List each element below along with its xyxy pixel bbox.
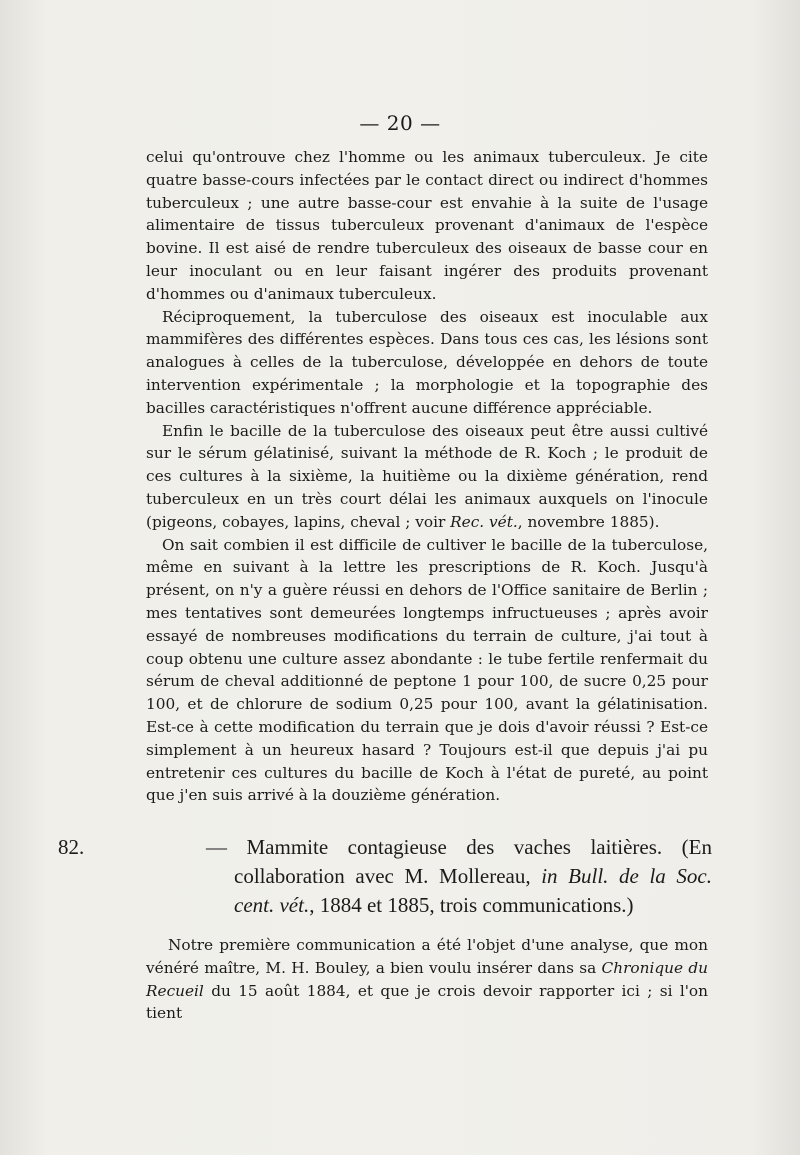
paragraph-1: celui qu'ontrouve chez l'homme ou les animaux tuberculeux. Je cite quatre basse-cours infectées par le contact direct ou indirect d'hommes tuberculeux ; une autre basse-cour est envahie à la suite de l'usage alimentaire de tissus tuberculeux provenant d'animaux de l'espèce bovine. Il est aisé de rendre tuberculeux des oiseaux de basse cour en leur inoculant ou en leur faisant ingérer des produits provenant d'hommes ou d'animaux tuberculeux. <box>146 148 708 303</box>
section-title-citation: in Bull. de la Soc. cent. vét. <box>234 864 712 917</box>
section-title-tail: , 1884 et 1885, trois communications.) <box>309 893 634 917</box>
body-text <box>146 146 708 807</box>
paragraph-3 <box>146 420 708 534</box>
page-number: — 20 — <box>359 111 441 135</box>
section-paragraph <box>146 934 708 1025</box>
section-number: 82. <box>58 835 85 859</box>
section-paragraph-citation: Chronique du Recueil <box>146 958 708 1000</box>
section-text <box>146 934 708 1025</box>
section-paragraph-tail: du 15 août 1884, et que je crois devoir rapporter ici ; si l'on tient <box>146 981 708 1023</box>
paragraph-2: Réciproquement, la tuberculose des oiseaux est inoculable aux mammifères des différentes espèces. Dans tous ces cas, les lésions sont analogues à celles de la tuberculose, développée en dehors de toute intervention expérimentale ; la morphologie et la topographie des bacilles caractéristiques n'offrent aucune différence appréciable. <box>146 307 708 417</box>
paragraph-3-tail: , novembre 1885). <box>517 512 660 531</box>
section-heading <box>58 833 712 920</box>
paragraph-4: On sait combien il est difficile de cultiver le bacille de la tuberculose, même en suivant à la lettre les prescriptions de R. Koch. Jusqu'à présent, on n'y a guère réussi en dehors de l'Office sanitaire de Berlin ; mes tentatives sont demeurées longtemps infructueuses ; après avoir essayé de nombreuses modifications du terrain de culture, j'ai tout à coup obtenu une culture assez abondante : le tube fertile renfermait du sérum de cheval additionné de peptone 1 pour 100, de sucre 0,25 pour 100, et de chlorure de sodium 0,25 pour 100, avant la gélatinisation. Est-ce à cette modification du terrain que je dois d'avoir réussi ? Est-ce simplement à un heureux hasard ? Toujours est-il que depuis j'ai pu entretenir ces cultures du bacille de Koch à l'état de pureté, au point que j'en suis arrivé à la douzième génération. <box>146 535 708 805</box>
paragraph-3-citation: Rec. vét. <box>450 512 518 531</box>
section-paragraph-text: Notre première communication a été l'objet d'une analyse, que mon vénéré maître, M. H. Bouley, a bien voulu insérer dans sa <box>146 936 708 977</box>
section-title: — Mammite contagieuse des vaches laitières. (En collaboration avec M. Mollereau, <box>206 835 712 888</box>
paragraph-3-text: Enfin le bacille de la tuberculose des oiseaux peut être aussi cultivé sur le sérum gélatinisé, suivant la méthode de R. Koch ; le produit de ces cultures à la sixième, la huitième ou la dixième génération, rend tuberculeux en un très court délai les animaux auxquels on l'inocule (pigeons, cobayes, lapins, cheval ; voir <box>146 421 708 531</box>
